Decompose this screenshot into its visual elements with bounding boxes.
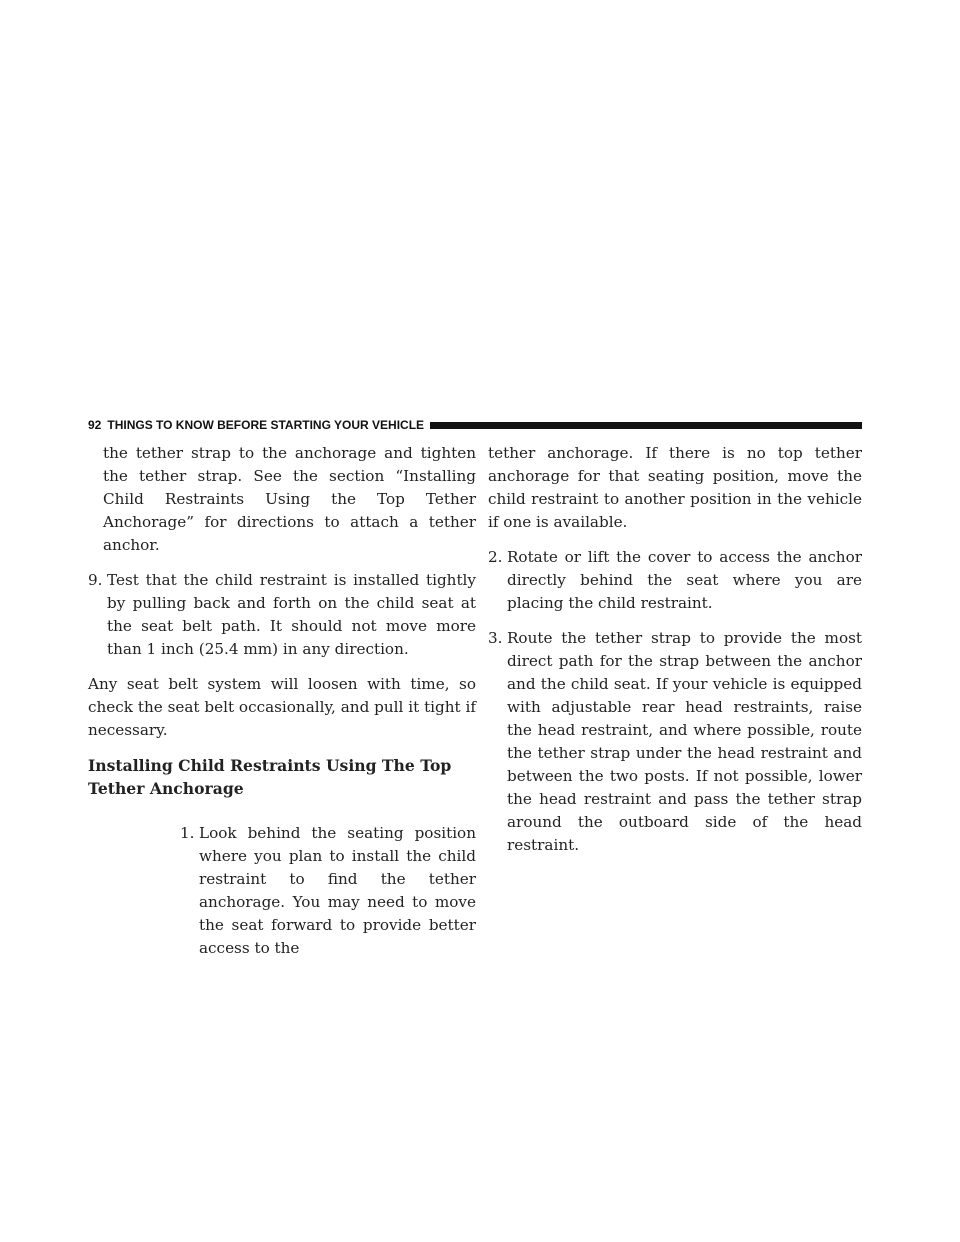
step-text: Route the tether strap to provide the most direct path for the strap between the anchor and the child seat. If your vehicle is equipped with adjustable rear head restraints, raise the head restraint, and where possible, route the tether strap under the head restraint and between the two posts. If not possible, lower the head restraint and pass the tether strap around the outboard side of the head restraint. xyxy=(507,629,862,854)
step-number: 2. xyxy=(488,548,503,566)
body-paragraph: Any seat belt system will loosen with time, so check the seat belt occasionally, and pull it tight if necessary. xyxy=(88,675,476,739)
section-heading: Installing Child Restraints Using The Top Tether Anchorage xyxy=(88,756,452,798)
left-column xyxy=(88,442,476,972)
list-item-step-9 xyxy=(88,569,476,661)
right-column xyxy=(488,442,862,857)
list-item-step-2 xyxy=(488,546,862,615)
header-rule xyxy=(430,422,862,429)
chapter-title: THINGS TO KNOW BEFORE STARTING YOUR VEHICLE xyxy=(107,418,425,432)
step-text: Look behind the seating position where you plan to install the child restraint to find the tether anchorage. You may need to move the seat forward to provide better access to the xyxy=(199,824,476,957)
page-number: 92 xyxy=(88,418,102,432)
step-number: 9. xyxy=(88,571,103,589)
list-item-step-3 xyxy=(488,627,862,857)
list-item-step-1 xyxy=(180,822,476,960)
step-text: Test that the child restraint is installed tightly by pulling back and forth on the child seat at the seat belt path. It should not move more than 1 inch (25.4 mm) in any direction. xyxy=(107,571,476,658)
step-number: 1. xyxy=(180,824,195,842)
page-header xyxy=(88,416,862,434)
continuation-paragraph: tether anchorage. If there is no top tether anchorage for that seating position, move the child restraint to another position in the vehicle if one is available. xyxy=(488,444,862,531)
continuation-paragraph: the tether strap to the anchorage and tighten the tether strap. See the section “Installing Child Restraints Using the Top Tether Anchorage” for directions to attach a tether anchor. xyxy=(103,444,476,554)
step-number: 3. xyxy=(488,629,503,647)
step-text: Rotate or lift the cover to access the anchor directly behind the seat where you are placing the child restraint. xyxy=(507,548,862,612)
